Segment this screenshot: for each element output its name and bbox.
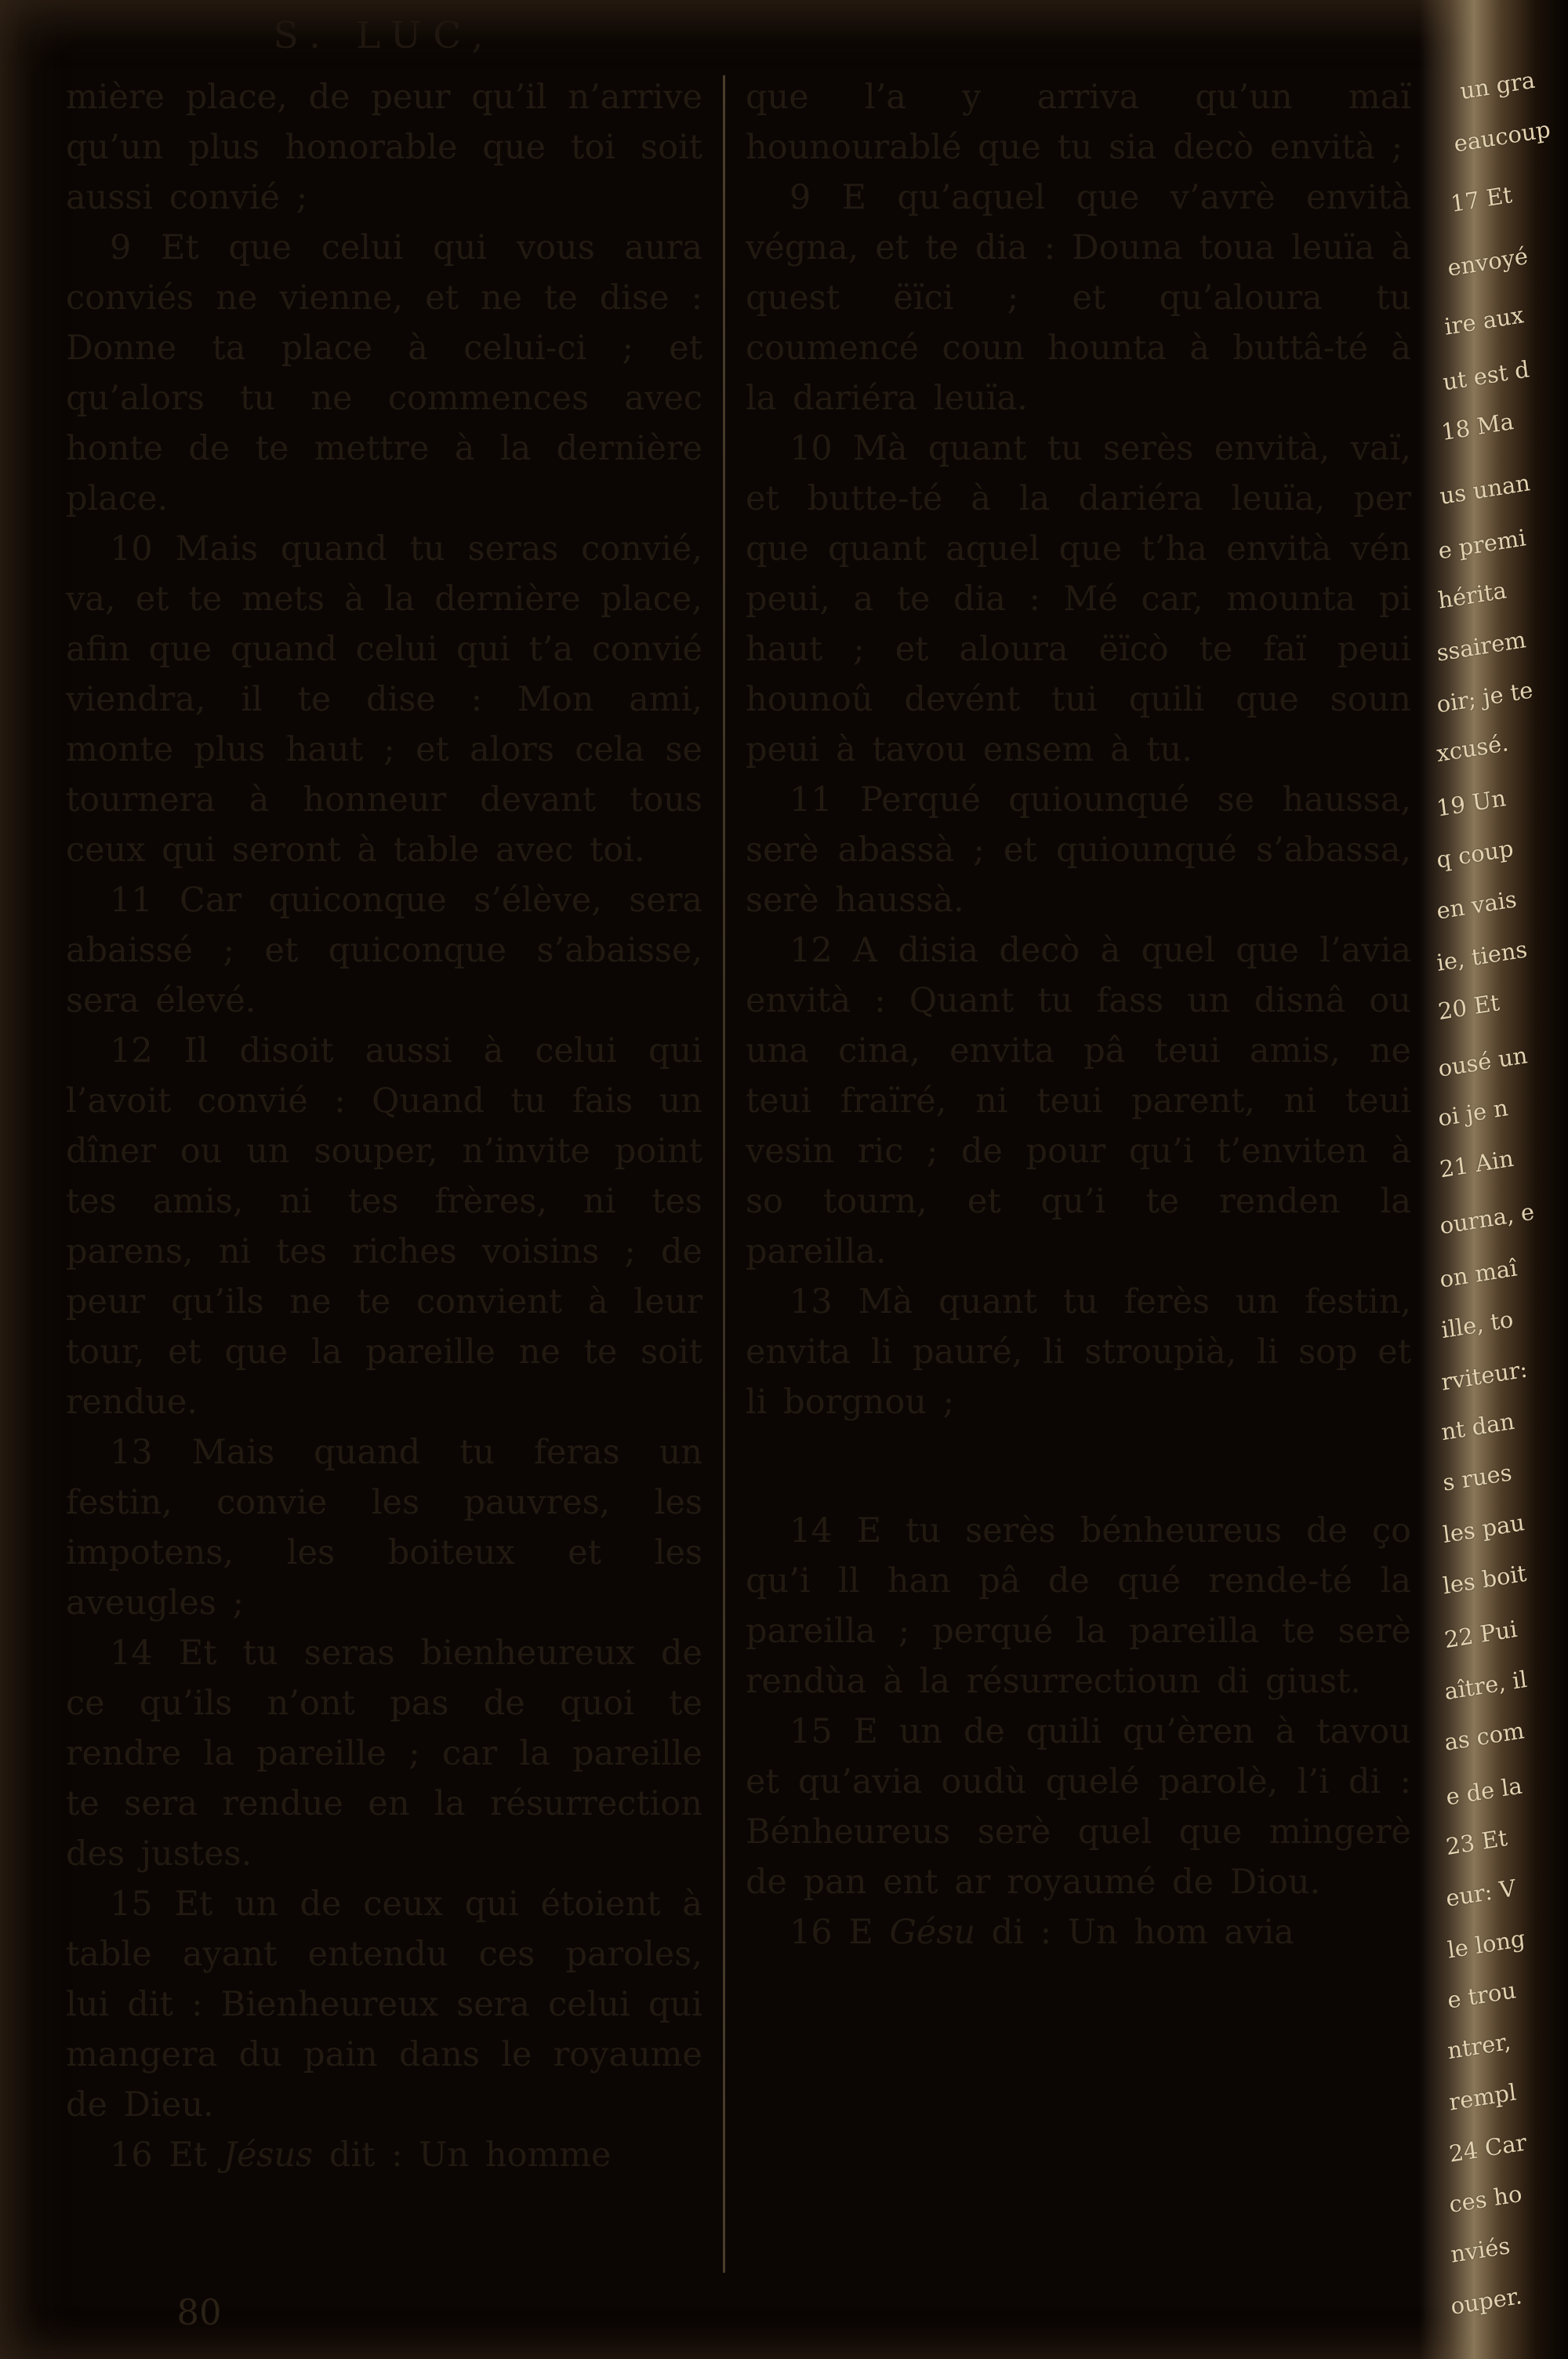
adjacent-page-text-fragment: 18 Ma xyxy=(1439,407,1515,446)
adjacent-page-text-fragment: hérita xyxy=(1436,576,1508,614)
proper-name-italic: Gésu xyxy=(889,1913,976,1952)
verse-text: 9 Et que celui qui vous aura conviés ne vienne, et ne te dise : Donne ta place à celui-ci ; et qu’alors tu ne commences avec honte de te mettre à la dernière place. xyxy=(66,228,702,518)
adjacent-page-text-fragment: xcusé. xyxy=(1435,729,1511,768)
adjacent-page-text-fragment: rviteur: xyxy=(1439,1355,1530,1396)
verse-text: 13 Mais quand tu feras un festin, convie les pauvres, les impotens, les boiteux et les aveugles ; xyxy=(66,1433,702,1623)
adjacent-page-text-fragment: eaucoup xyxy=(1452,115,1552,158)
verse-text: 14 E tu serès bénheureus de ço qu’i ll han pâ de qué rende-té la pareilla ; perqué la pareilla te serè rendùa à la résurrectioun di giust. xyxy=(746,1511,1411,1701)
adjacent-page-text-fragment: ie, tiens xyxy=(1435,936,1529,976)
verse-text: 12 A disia decò à quel que l’avia envità : Quant tu fass un disnâ ou una cina, envita pâ teui amis, ne teui fraïré, ni teui parent, ni teui vesin ric ; de pour qu’i t’enviten à so tourn, et qu’i te renden la pareilla. xyxy=(746,931,1411,1271)
adjacent-page-text-fragment: ousé un xyxy=(1436,1041,1530,1082)
verse-text: 12 Il disoit aussi à celui qui l’avoit convié : Quand tu fais un dîner ou un souper, n’invite point tes amis, ni tes frères, ni tes parens, ni tes riches voisins ; de peur qu’ils ne te convient à leur tour, et que la pareille ne te soit rendue. xyxy=(66,1031,702,1422)
adjacent-page-text-fragment: ourna, e xyxy=(1438,1198,1536,1240)
adjacent-page-text-fragment: le long xyxy=(1446,1925,1527,1964)
verse-paragraph xyxy=(746,925,1411,1277)
adjacent-page-text-fragment: q coup xyxy=(1435,834,1515,874)
verse-paragraph xyxy=(66,1628,702,1879)
adjacent-page-text-fragment: us unan xyxy=(1438,469,1532,510)
adjacent-page-text-fragment: 22 Pui xyxy=(1443,1615,1519,1654)
verse-text: di : Un hom avia xyxy=(975,1913,1294,1952)
adjacent-page-text-fragment: as com xyxy=(1443,1717,1526,1756)
adjacent-page-text-fragment: eur: V xyxy=(1444,1874,1518,1912)
adjacent-page-text-fragment: 19 Un xyxy=(1435,784,1508,822)
adjacent-page-text-fragment: 23 Et xyxy=(1444,1823,1509,1861)
adjacent-page-text-fragment: rempl xyxy=(1447,2078,1518,2116)
verse-text: dit : Un homme xyxy=(313,2135,612,2175)
verse-paragraph xyxy=(66,223,702,524)
verse-text: 11 Perqué quiounqué se haussa, serè abassà ; et quiounqué s’abassa, serè haussà. xyxy=(746,780,1411,920)
verse-text: 11 Car quiconque s’élève, sera abaissé ; et quiconque s’abaisse, sera élevé. xyxy=(66,881,702,1020)
adjacent-page-text-fragment: 24 Car xyxy=(1447,2128,1528,2168)
verse-paragraph xyxy=(66,72,702,223)
verse-paragraph xyxy=(746,1506,1411,1707)
adjacent-page-text-fragment: ouper. xyxy=(1449,2281,1524,2321)
adjacent-page-text-fragment: les pau xyxy=(1441,1508,1526,1549)
adjacent-page-text-fragment: ntrer, xyxy=(1446,2027,1512,2065)
verse-text: 15 Et un de ceux qui étoient à table ayant entendu ces paroles, lui dit : Bienheureux sera celui qui mangera du pain dans le royaume de Dieu. xyxy=(66,1885,702,2125)
verse-text: 15 E un de quili qu’èren à tavou et qu’avia oudù quelé parolè, l’i di : Bénheureus serè quel que mingerè de pan ent ar royaumé de Diou. xyxy=(746,1712,1411,1902)
proper-name-italic: Jésus xyxy=(223,2135,314,2175)
adjacent-page-text-fragment: ces ho xyxy=(1447,2179,1524,2219)
adjacent-page-text-fragment: e premi xyxy=(1436,524,1528,565)
verse-paragraph xyxy=(746,1277,1411,1427)
adjacent-page-text-fragment: un gra xyxy=(1458,66,1537,105)
adjacent-page-text-fragment: les boit xyxy=(1441,1559,1528,1600)
adjacent-page-text-fragment: s rues xyxy=(1441,1459,1514,1496)
running-head: S. LUC, xyxy=(273,14,495,57)
verse-paragraph xyxy=(746,775,1411,925)
adjacent-page-text-fragment: 20 Et xyxy=(1436,988,1501,1026)
adjacent-page-text-fragment: nt dan xyxy=(1439,1407,1516,1446)
adjacent-page-text-fragment: oi je n xyxy=(1436,1094,1510,1132)
left-column-french xyxy=(66,72,702,2180)
adjacent-page-text-fragment: ssairem xyxy=(1435,626,1528,667)
adjacent-page-text-fragment: envoyé xyxy=(1446,242,1530,282)
verse-text: 9 E qu’aquel que v’avrè envità végna, et te dia : Douna toua leuïa à quest ëïci ; et qu’aloura tu coumencé coun hounta à buttâ-té à la dariéra leuïa. xyxy=(746,178,1411,418)
right-column-dialect xyxy=(746,72,1411,1957)
adjacent-page-text-fragment: ut est d xyxy=(1441,355,1531,396)
verse-paragraph xyxy=(66,1879,702,2130)
column-divider-rule xyxy=(723,75,725,2273)
adjacent-page-text-fragment: aître, il xyxy=(1443,1665,1529,1706)
verse-paragraph xyxy=(66,1427,702,1628)
verse-paragraph xyxy=(746,423,1411,775)
verse-text: mière place, de peur qu’il n’arrive qu’un plus honorable que toi soit aussi convié ; xyxy=(66,78,702,217)
adjacent-page-text-fragment: e de la xyxy=(1444,1772,1524,1811)
verse-text: 10 Mà quant tu serès envità, vaï, et butte-té à la dariéra leuïa, per que quant aquel que t’ha envità vén peui, a te dia : Mé car, mounta pi haut ; et aloura ëïcò te faï peui hounoû devént tui quili que soun peui à tavou ensem à tu. xyxy=(746,429,1411,769)
verse-paragraph xyxy=(66,1026,702,1427)
verse-paragraph xyxy=(746,173,1411,423)
verse-text: 16 E xyxy=(789,1913,890,1952)
verse-paragraph xyxy=(746,1907,1411,1957)
verse-paragraph xyxy=(746,1707,1411,1907)
adjacent-page-text-fragment: nviés xyxy=(1449,2232,1512,2268)
verse-text: 16 Et xyxy=(110,2135,223,2175)
text-columns xyxy=(66,72,1411,2273)
adjacent-page-text-fragment: 21 Ain xyxy=(1438,1144,1515,1183)
adjacent-page-text-fragment: ille, to xyxy=(1439,1305,1515,1344)
gutter-adjacent-page-edge xyxy=(1419,0,1568,2359)
adjacent-page-text-fragment: on maî xyxy=(1438,1254,1519,1293)
verse-paragraph xyxy=(746,72,1411,173)
verse-text: 14 Et tu seras bienheureux de ce qu’ils n’ont pas de quoi te rendre la pareille ; car la pareille te sera rendue en la résurrection des justes. xyxy=(66,1634,702,1874)
verse-paragraph xyxy=(66,875,702,1026)
verse-paragraph xyxy=(66,2130,702,2180)
verse-paragraph xyxy=(66,524,702,875)
page-number: 80 xyxy=(176,2292,222,2333)
adjacent-page-text-fragment: en vais xyxy=(1435,885,1519,925)
adjacent-page-text-fragment: 17 Et xyxy=(1449,180,1514,218)
verse-text: 10 Mais quand tu seras convié, va, et te mets à la dernière place, afin que quand celui qui t’a convié viendra, il te dise : Mon ami, monte plus haut ; et alors cela se tournera à honneur devant tous ceux qui seront à table avec toi. xyxy=(66,529,702,870)
verse-text: que l’a y arriva qu’un maï hounourablé que tu sia decò envità ; xyxy=(746,78,1411,167)
verse-text: 13 Mà quant tu ferès un festin, envita li pauré, li stroupià, li sop et li borgnou ; xyxy=(746,1282,1411,1422)
adjacent-page-text-fragment: ire aux xyxy=(1443,301,1526,340)
adjacent-page-text-fragment: e trou xyxy=(1446,1976,1518,2014)
adjacent-page-text-fragment: oir; je te xyxy=(1435,676,1535,718)
